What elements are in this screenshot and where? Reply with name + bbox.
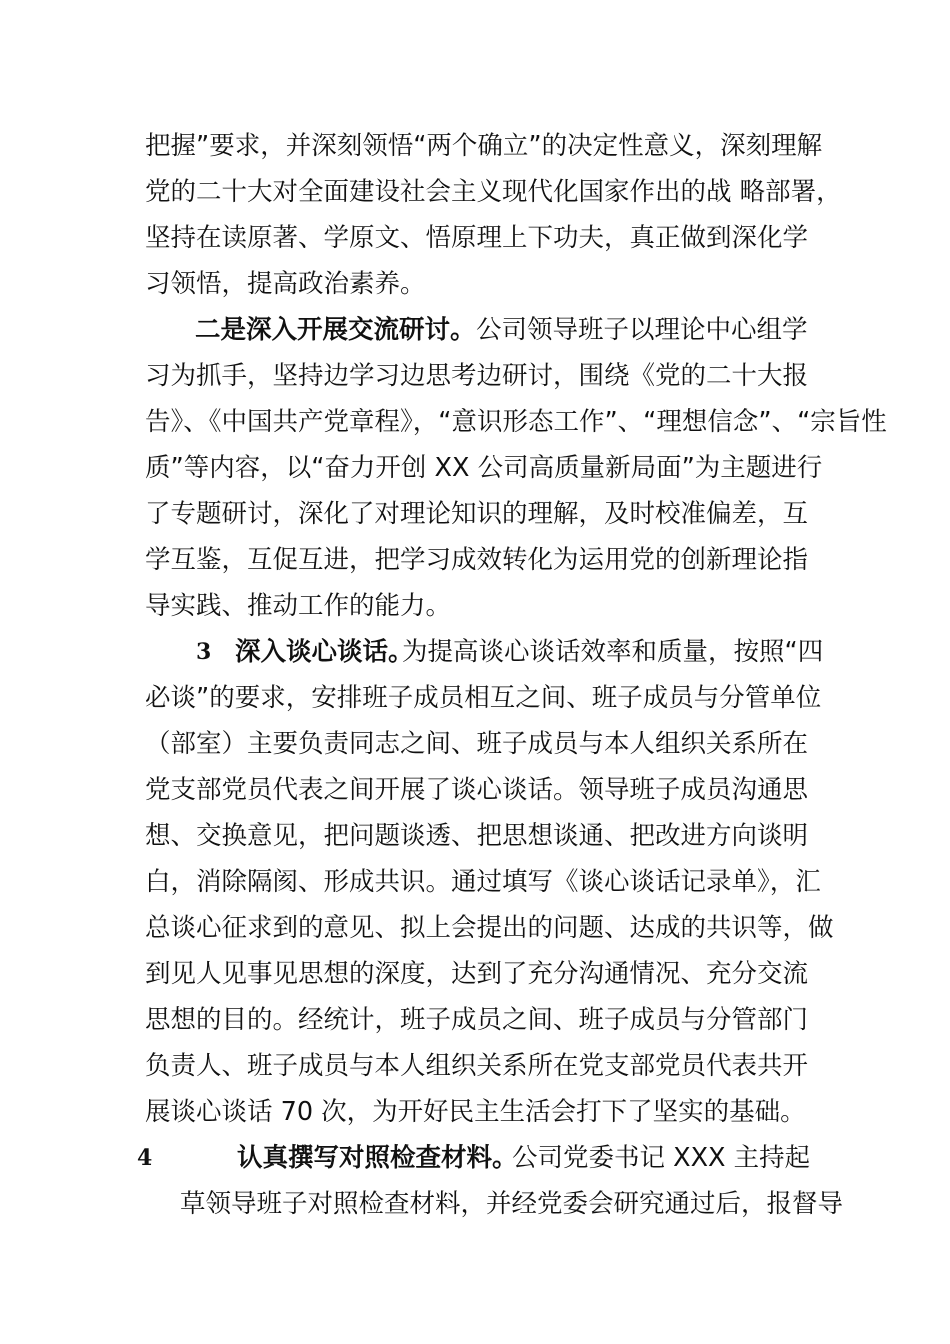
paragraph-4-number: 4	[137, 1145, 153, 1171]
text-line: 告》、《中国共产党章程》，“意识形态工作”、“理想信念”、“宗旨性	[145, 407, 887, 437]
text-line: 坚持在读原著、学原文、悟原理上下功夫，真正做到深化学	[145, 223, 809, 253]
text-line: 导实践、推动工作的能力。	[145, 591, 452, 621]
text-line: 质”等内容，以“奋力开创 XX 公司高质量新局面”为主题进行	[145, 453, 823, 483]
text-line: （部室）主要负责同志之间、班子成员与本人组织关系所在	[145, 729, 809, 759]
paragraph-3-first-line	[0, 630, 950, 674]
text-line: 想、交换意见，把问题谈透、把思想谈通、把改进方向谈明	[145, 821, 809, 851]
paragraph-2-heading: 二是深入开展交流研讨。	[195, 315, 476, 345]
text-line: 总谈心征求到的意见、拟上会提出的问题、达成的共识等，做	[145, 913, 834, 943]
paragraph-4-text: 公司党委书记 XXX 主持起	[512, 1143, 811, 1173]
paragraph-4-heading: 认真撰写对照检查材料。	[237, 1143, 518, 1173]
paragraph-3-text: 为提高谈心谈话效率和质量，按照“四	[402, 637, 824, 667]
text-line: 负责人、班子成员与本人组织关系所在党支部党员代表共开	[145, 1051, 809, 1081]
text-line: 草领导班子对照检查材料，并经党委会研究通过后，报督导	[180, 1189, 844, 1219]
text-line: 必谈”的要求，安排班子成员相互之间、班子成员与分管单位	[145, 683, 822, 713]
text-line: 白，消除隔阂、形成共识。通过填写《谈心谈话记录单》，汇	[145, 867, 821, 897]
text-line: 党支部党员代表之间开展了谈心谈话。领导班子成员沟通思	[145, 775, 809, 805]
text-line: 党的二十大对全面建设社会主义现代化国家作出的战 略部署，	[145, 177, 842, 207]
text-line: 习领悟，提高政治素养。	[145, 269, 426, 299]
paragraph-3-heading: 深入谈心谈话。	[235, 637, 414, 667]
paragraph-2-first-line	[0, 308, 950, 352]
text-line: 思想的目的。经统计，班子成员之间、班子成员与分管部门	[145, 1005, 809, 1035]
text-line: 把握”要求，并深刻领悟“两个确立”的决定性意义，深刻理解	[145, 131, 823, 161]
text-line: 学互鉴，互促互进，把学习成效转化为运用党的创新理论指	[145, 545, 809, 575]
text-line: 习为抓手，坚持边学习边思考边研讨，围绕《党的二十大报	[145, 361, 809, 391]
paragraph-4-first-line	[0, 1136, 950, 1180]
paragraph-2-text: 公司领导班子以理论中心组学	[476, 315, 808, 345]
text-line: 展谈心谈话 70 次，为开好民主生活会打下了坚实的基础。	[145, 1097, 806, 1127]
paragraph-3-number: 3	[196, 639, 212, 665]
text-line: 到见人见事见思想的深度，达到了充分沟通情况、充分交流	[145, 959, 809, 989]
text-line: 了专题研讨，深化了对理论知识的理解，及时校准偏差，互	[145, 499, 809, 529]
